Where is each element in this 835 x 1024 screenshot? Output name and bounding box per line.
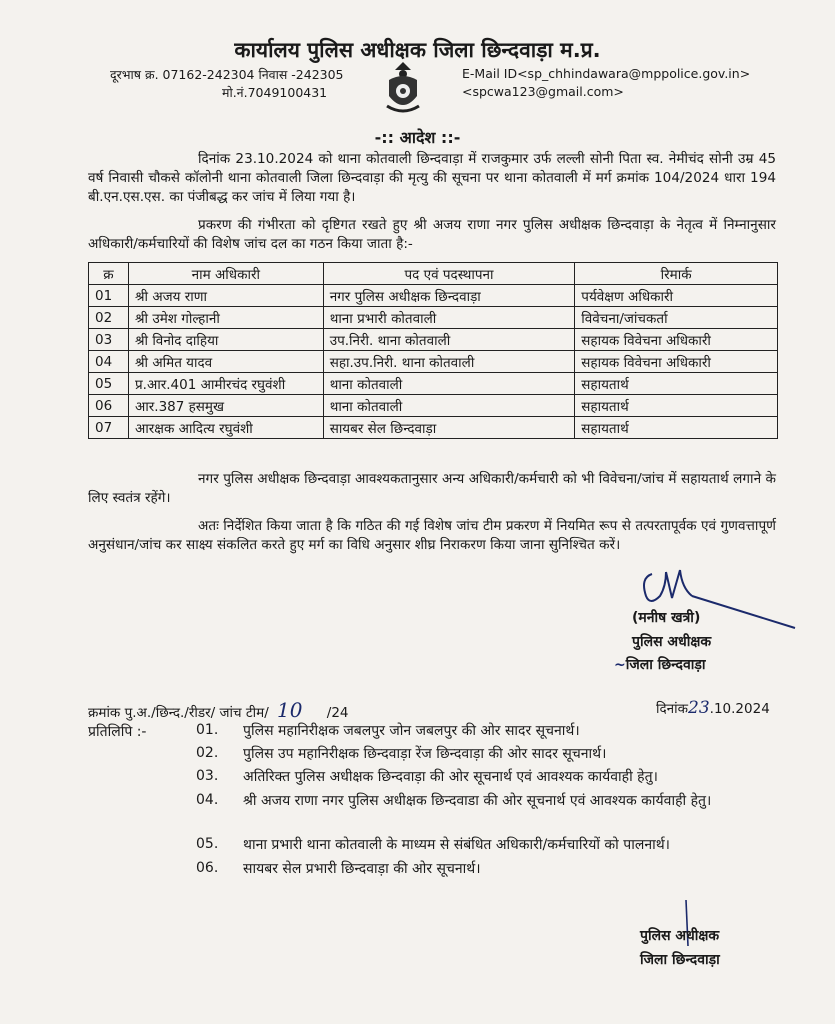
office-title: कार्यालय पुलिस अधीक्षक जिला छिन्दवाड़ा म.प्र. (234, 38, 601, 62)
table-row (89, 351, 778, 373)
signatory-district-text: जिला छिन्दवाड़ा (625, 657, 706, 673)
reference-date (656, 698, 770, 718)
date-handwritten-day: 23 (688, 698, 710, 718)
cell-remark: विवेचना/जांचकर्ता (575, 307, 778, 329)
copy-to-label: प्रतिलिपि :- (88, 724, 147, 740)
copy-item-text: थाना प्रभारी थाना कोतवाली के माध्यम से संबंधित अधिकारी/कर्मचारियों को पालनार्थ। (243, 837, 670, 853)
table-row (89, 307, 778, 329)
table-row (89, 373, 778, 395)
table-row (89, 417, 778, 439)
cell-post: सायबर सेल छिन्दवाड़ा (323, 417, 575, 439)
date-suffix: .10.2024 (709, 701, 770, 717)
footer-designation: पुलिस अधीक्षक (640, 928, 720, 944)
paragraph-1: दिनांक 23.10.2024 को थाना कोतवाली छिन्दवाड़ा में राजकुमार उर्फ लल्ली सोनी पिता स्व. नेमीचंद सोनी उम्र 45 वर्ष निवासी चौकसे कॉलोनी थाना कोतवाली जिला छिन्दवाड़ा की मृत्यु की सूचना पर थाना कोतवाली में मर्ग क्रमांक 104/2024 धारा 194 बी.एन.एस.एस. का पंजीबद्ध कर जांच में लिया गया है। (88, 151, 776, 205)
cell-name: आरक्षक आदित्य रघुवंशी (128, 417, 323, 439)
cell-post: थाना कोतवाली (323, 395, 575, 417)
paragraph-2: प्रकरण की गंभीरता को दृष्टिगत रखते हुए श्री अजय राणा नगर पुलिस अधीक्षक छिन्दवाड़ा के नेतृत्व में निम्नानुसार अधिकारी/कर्मचारियों की विशेष जांच दल का गठन किया जाता है:- (88, 217, 776, 252)
reference-prefix: क्रमांक पु.अ./छिन्द./रीडर/ जांच टीम/ (88, 705, 269, 721)
cell-post: नगर पुलिस अधीक्षक छिन्दवाड़ा (323, 285, 575, 307)
cell-remark: सहायक विवेचना अधिकारी (575, 329, 778, 351)
copy-item-text: पुलिस उप महानिरीक्षक छिन्दवाड़ा रेंज छिन्दवाड़ा की ओर सादर सूचनार्थ। (243, 746, 607, 762)
date-label: दिनांक (656, 701, 689, 717)
cell-remark: सहायक विवेचना अधिकारी (575, 351, 778, 373)
header-remark: रिमार्क (575, 263, 778, 285)
email-line-1: E-Mail ID<sp_chhindawara@mppolice.gov.in> (462, 66, 751, 81)
table-row (89, 285, 778, 307)
reference-handwritten-number: 10 (277, 698, 303, 722)
copy-item-number: 03. (196, 768, 219, 784)
cell-post: थाना प्रभारी कोतवाली (323, 307, 575, 329)
cell-post: उप.निरी. थाना कोतवाली (323, 329, 575, 351)
paragraph-4: अतः निर्देशित किया जाता है कि गठित की गई विशेष जांच टीम प्रकरण में नियमित रूप से तत्परतापूर्वक एवं गुणवत्तापूर्ण अनुसंधान/जांच कर साक्ष्य संकलित करते हुए मर्ग का विधि अनुसार शीघ्र निराकरण किया जाना सुनिश्चित करें। (88, 518, 776, 553)
cell-name: श्री विनोद दाहिया (128, 329, 323, 351)
paragraph-3: नगर पुलिस अधीक्षक छिन्दवाड़ा आवश्यकतानुसार अन्य अधिकारी/कर्मचारी को भी विवेचना/जांच में सहायतार्थ लगाने के लिए स्वतंत्र रहेंगे। (88, 471, 776, 506)
email-line-2: <spcwa123@gmail.com> (462, 84, 624, 99)
authority-paragraph-block (88, 470, 776, 508)
footer-district: जिला छिन्दवाड़ा (640, 952, 720, 968)
copy-item-text: सायबर सेल प्रभारी छिन्दवाड़ा की ओर सूचनार्थ। (243, 861, 481, 877)
police-emblem-icon (383, 60, 423, 116)
copy-item-number: 04. (196, 792, 219, 808)
cell-serial: 04 (89, 351, 129, 373)
intro-paragraph-block (88, 150, 776, 207)
cell-remark: सहायतार्थ (575, 417, 778, 439)
cell-serial: 02 (89, 307, 129, 329)
table-row (89, 395, 778, 417)
cell-name: प्र.आर.401 आमीरचंद रघुवंशी (128, 373, 323, 395)
header-post: पद एवं पदस्थापना (323, 263, 575, 285)
cell-serial: 07 (89, 417, 129, 439)
cell-name: आर.387 हसमुख (128, 395, 323, 417)
cell-serial: 05 (89, 373, 129, 395)
copy-item-text: पुलिस महानिरीक्षक जबलपुर जोन जबलपुर की ओर सादर सूचनार्थ। (243, 723, 580, 739)
reference-number (88, 698, 349, 722)
copy-item-number: 02. (196, 745, 219, 761)
copy-item-number: 06. (196, 860, 219, 876)
reference-suffix: /24 (326, 705, 349, 721)
copy-item-number: 05. (196, 836, 219, 852)
cell-post: थाना कोतवाली (323, 373, 575, 395)
cell-serial: 03 (89, 329, 129, 351)
initial-mark-icon: ~ (614, 657, 626, 673)
cell-name: श्री अमित यादव (128, 351, 323, 373)
phone-line: दूरभाष क्र. 07162-242304 निवास -242305 (110, 67, 344, 82)
signatory-designation: पुलिस अधीक्षक (632, 634, 712, 650)
cell-name: श्री उमेश गोल्हानी (128, 307, 323, 329)
signatory-name: (मनीष खत्री) (632, 610, 701, 626)
cell-serial: 06 (89, 395, 129, 417)
table-row (89, 329, 778, 351)
cell-serial: 01 (89, 285, 129, 307)
cell-post: सहा.उप.निरी. थाना कोतवाली (323, 351, 575, 373)
investigation-team-table (88, 262, 778, 439)
signatory-district (614, 655, 705, 674)
cell-remark: सहायतार्थ (575, 395, 778, 417)
direction-paragraph-block (88, 517, 776, 555)
order-heading: -:: आदेश ::- (374, 128, 461, 147)
copy-item-text: अतिरिक्त पुलिस अधीक्षक छिन्दवाड़ा की ओर सूचनार्थ एवं आवश्यक कार्यवाही हेतु। (243, 769, 658, 785)
header-name: नाम अधिकारी (128, 263, 323, 285)
cell-name: श्री अजय राणा (128, 285, 323, 307)
cell-remark: सहायतार्थ (575, 373, 778, 395)
copy-item-number: 01. (196, 722, 219, 738)
intro-paragraph-block-2 (88, 216, 776, 254)
copy-item-text: श्री अजय राणा नगर पुलिस अधीक्षक छिन्दवाडा की ओर सूचनार्थ एवं आवश्यक कार्यवाही हेतु। (243, 793, 712, 809)
header-serial: क्र (89, 263, 129, 285)
cell-remark: पर्यवेक्षण अधिकारी (575, 285, 778, 307)
table-header-row (89, 263, 778, 285)
mobile-line: मो.नं.7049100431 (222, 85, 328, 100)
